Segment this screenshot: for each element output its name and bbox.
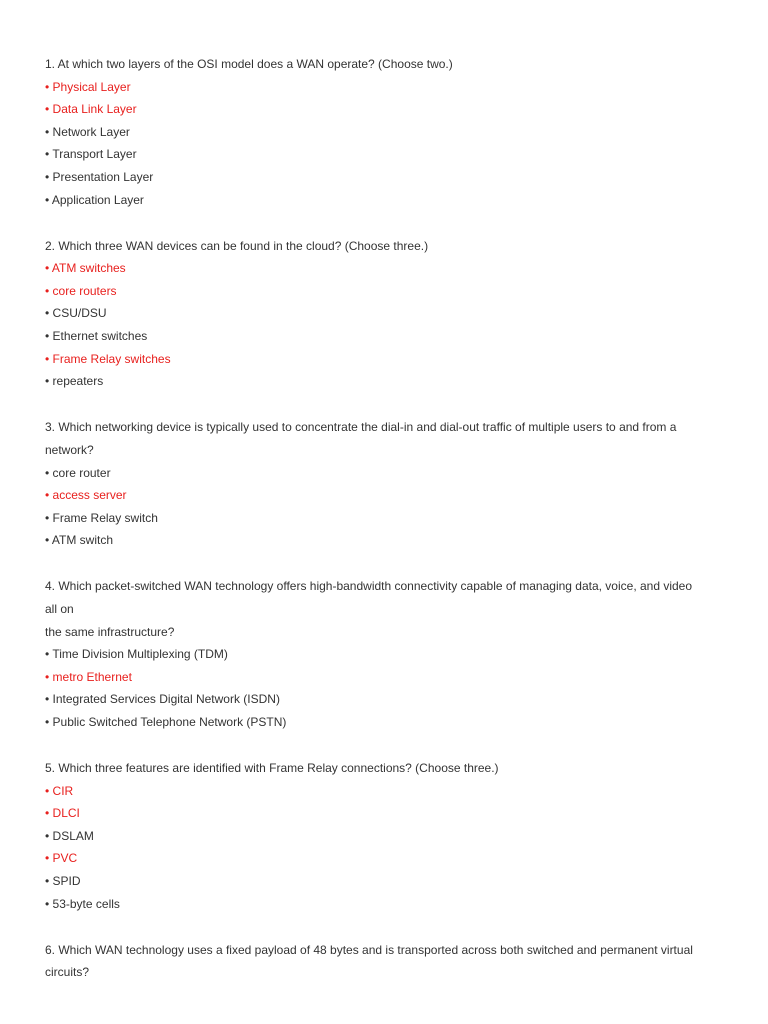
question-5 xyxy=(45,757,694,915)
question-text: the same infrastructure? xyxy=(45,624,175,639)
question-text: 5. Which three features are identified with Frame Relay connections? (Choose three.) xyxy=(45,761,499,776)
question-text: network? xyxy=(45,442,94,457)
answer-option: • Ethernet switches xyxy=(45,329,148,344)
question-text: 4. Which packet-switched WAN technology offers high-bandwidth connectivity capable of managing data, voice, and video all on xyxy=(45,579,696,616)
question-text: 3. Which networking device is typically used to concentrate the dial-in and dial-out traffic of multiple users to and from a xyxy=(45,420,677,435)
question-4 xyxy=(45,575,694,733)
answer-option: • CSU/DSU xyxy=(45,306,107,321)
answer-option-correct: • PVC xyxy=(45,851,78,866)
answer-option-correct: • access server xyxy=(45,488,127,503)
answer-option: • core router xyxy=(45,465,111,480)
answer-option-correct: • core routers xyxy=(45,283,117,298)
answer-option: • 53-byte cells xyxy=(45,896,120,911)
answer-option: • Public Switched Telephone Network (PSTN) xyxy=(45,714,287,729)
answer-option-correct: • ATM switches xyxy=(45,261,126,276)
question-text: 2. Which three WAN devices can be found in the cloud? (Choose three.) xyxy=(45,238,429,253)
answer-option-correct: • Data Link Layer xyxy=(45,102,137,117)
question-text: circuits? xyxy=(45,965,90,980)
question-2 xyxy=(45,235,694,393)
question-text: 1. At which two layers of the OSI model does a WAN operate? (Choose two.) xyxy=(45,57,453,71)
answer-option: • SPID xyxy=(45,874,81,888)
answer-option-correct: • CIR xyxy=(45,783,74,798)
answer-option-correct: • Physical Layer xyxy=(45,79,131,94)
answer-option: • Time Division Multiplexing (TDM) xyxy=(45,647,228,662)
answer-option-correct: • Frame Relay switches xyxy=(45,351,171,366)
answer-option-correct: • DLCI xyxy=(45,806,80,821)
answer-option: • DSLAM xyxy=(45,828,94,843)
answer-option-correct: • metro Ethernet xyxy=(45,669,132,684)
answer-option: • Transport Layer xyxy=(45,147,137,162)
question-6 xyxy=(45,939,694,984)
answer-option: • repeaters xyxy=(45,374,104,389)
question-3 xyxy=(45,416,694,552)
answer-option: • Integrated Services Digital Network (ISDN) xyxy=(45,692,280,707)
answer-option: • Application Layer xyxy=(45,192,144,207)
answer-option: • ATM switch xyxy=(45,533,113,548)
answer-option: • Presentation Layer xyxy=(45,169,154,184)
question-1 xyxy=(45,53,694,211)
question-text: 6. Which WAN technology uses a fixed payload of 48 bytes and is transported across both switched and permanent virtual xyxy=(45,942,693,957)
answer-option: • Frame Relay switch xyxy=(45,510,158,525)
answer-option: • Network Layer xyxy=(45,124,130,139)
